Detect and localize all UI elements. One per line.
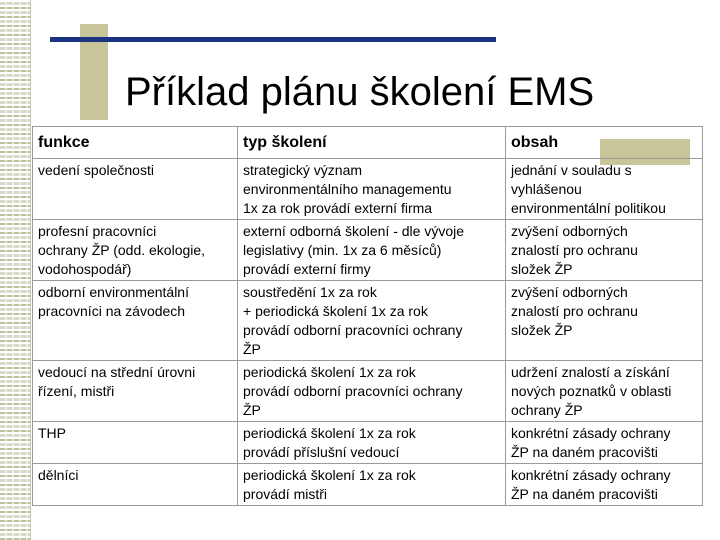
cell-funkce: profesní pracovníci ochrany ŽP (odd. ekologie, vodohospodář) xyxy=(33,220,238,281)
cell-obsah: jednání v souladu s vyhlášenou environmentální politikou xyxy=(506,159,703,220)
header-obsah: obsah xyxy=(506,127,703,159)
cell-obsah: udržení znalostí a získání nových poznatků v oblasti ochrany ŽP xyxy=(506,361,703,422)
table-row xyxy=(33,281,703,361)
cell-obsah: konkrétní zásady ochrany ŽP na daném pracovišti xyxy=(506,422,703,464)
header-typ-skoleni: typ školení xyxy=(238,127,506,159)
table-row xyxy=(33,464,703,506)
cell-obsah: zvýšení odborných znalostí pro ochranu složek ŽP xyxy=(506,281,703,361)
cell-funkce: vedení společnosti xyxy=(33,159,238,220)
cell-funkce: odborní environmentální pracovníci na závodech xyxy=(33,281,238,361)
table-row xyxy=(33,159,703,220)
cell-funkce: dělníci xyxy=(33,464,238,506)
cell-typ-skoleni: externí odborná školení - dle vývoje legislativy (min. 1x za 6 měsíců) provádí externí firmy xyxy=(238,220,506,281)
cell-funkce: vedoucí na střední úrovni řízení, mistři xyxy=(33,361,238,422)
slide-title: Příklad plánu školení EMS xyxy=(125,70,595,114)
training-plan-table xyxy=(32,126,703,506)
cell-typ-skoleni: periodická školení 1x za rok provádí příslušní vedoucí xyxy=(238,422,506,464)
table-row xyxy=(33,361,703,422)
cell-obsah: zvýšení odborných znalostí pro ochranu složek ŽP xyxy=(506,220,703,281)
table-row xyxy=(33,220,703,281)
cell-funkce: THP xyxy=(33,422,238,464)
table-row xyxy=(33,422,703,464)
cell-typ-skoleni: soustředění 1x za rok + periodická školení 1x za rok provádí odborní pracovníci ochrany ŽP xyxy=(238,281,506,361)
header-funkce: funkce xyxy=(33,127,238,159)
cell-typ-skoleni: periodická školení 1x za rok provádí mistři xyxy=(238,464,506,506)
table-header-row xyxy=(33,127,703,159)
cell-typ-skoleni: periodická školení 1x za rok provádí odborní pracovníci ochrany ŽP xyxy=(238,361,506,422)
left-striped-band xyxy=(0,0,31,540)
navy-accent-line xyxy=(50,37,496,42)
cell-obsah: konkrétní zásady ochrany ŽP na daném pracovišti xyxy=(506,464,703,506)
cell-typ-skoleni: strategický význam environmentálního managementu 1x za rok provádí externí firma xyxy=(238,159,506,220)
